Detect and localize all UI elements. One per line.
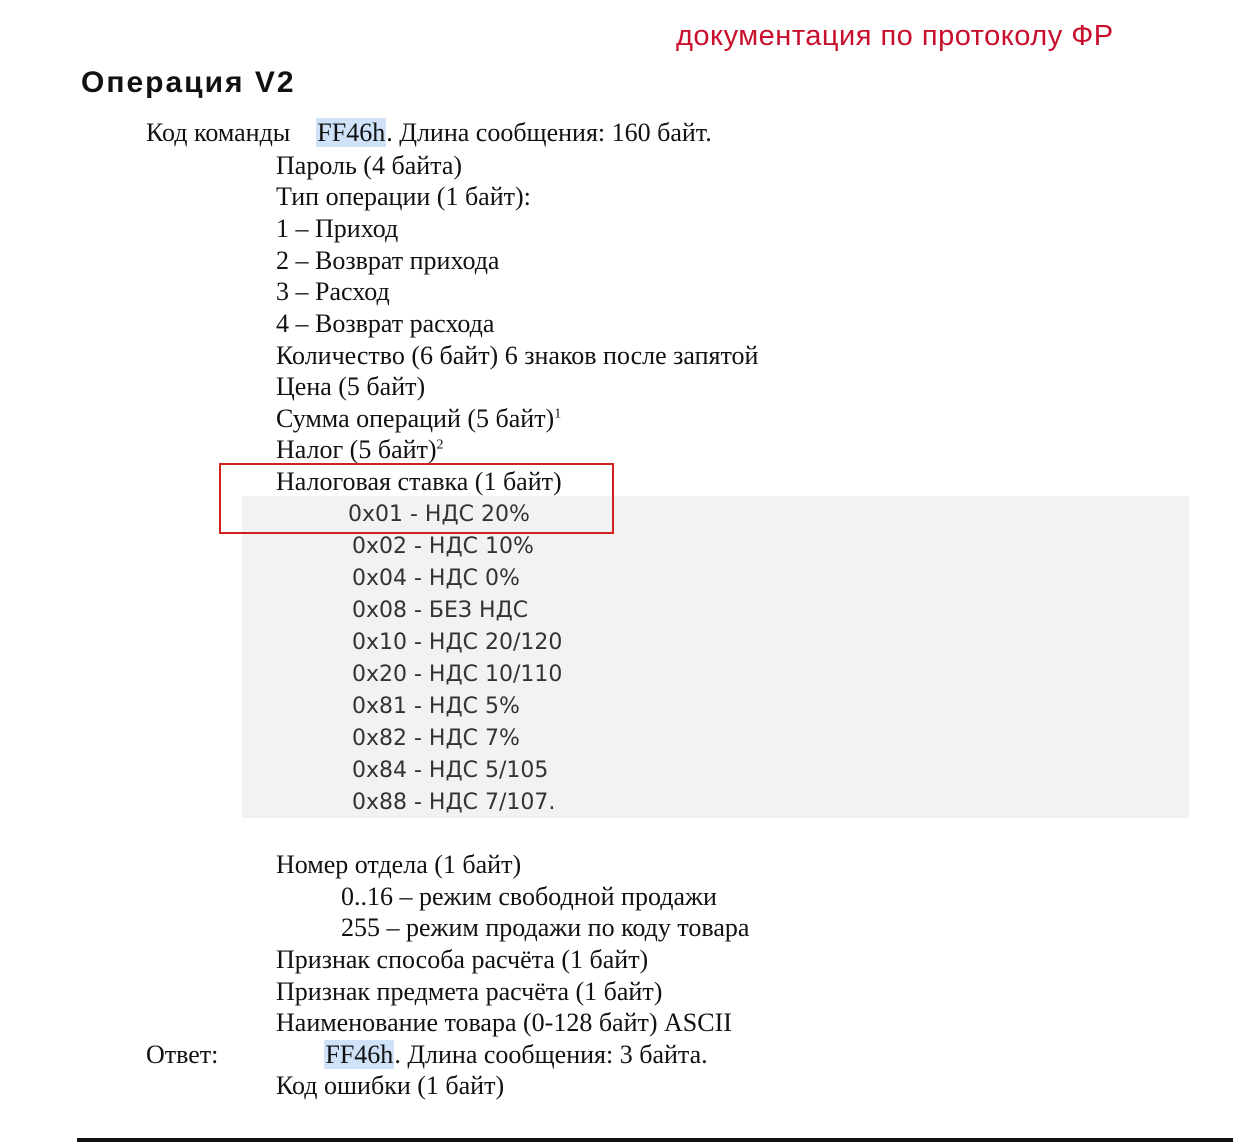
footnote-1: 1: [554, 406, 562, 422]
param-sum-label: Сумма операций (5 байт): [276, 404, 555, 433]
tax-rate-item: 0x04 - НДС 0%: [352, 566, 520, 591]
documentation-link[interactable]: документация по протоколу ФР: [676, 20, 1114, 52]
footnote-2: 2: [436, 437, 444, 453]
param-sum: [276, 404, 561, 434]
op-type-4: 4 – Возврат расхода: [276, 309, 495, 338]
param-tax-rate: Налоговая ставка (1 байт): [276, 467, 562, 496]
section-title: Операция V2: [81, 66, 296, 99]
response-error-code: Код ошибки (1 байт): [276, 1071, 505, 1100]
tax-rate-item: 0x01 - НДС 20%: [348, 502, 530, 527]
param-op-type: Тип операции (1 байт):: [276, 182, 531, 211]
param-password: Пароль (4 байта): [276, 151, 463, 180]
param-item-name: Наименование товара (0-128 байт) ASCII: [276, 1008, 732, 1037]
tax-rate-item: 0x20 - НДС 10/110: [352, 662, 563, 687]
command-label: Код команды: [146, 118, 291, 147]
param-tax-label: Налог (5 байт): [276, 435, 437, 464]
tax-rate-item: 0x82 - НДС 7%: [352, 726, 520, 751]
command-length: . Длина сообщения: 160 байт.: [386, 118, 712, 147]
response-length: . Длина сообщения: 3 байта.: [394, 1040, 708, 1069]
tax-rate-item: 0x08 - БЕЗ НДС: [352, 598, 529, 623]
highlight-annotation-box: [219, 463, 614, 534]
param-dept: Номер отдела (1 байт): [276, 850, 522, 879]
op-type-2: 2 – Возврат прихода: [276, 246, 500, 275]
param-calc-subject: Признак предмета расчёта (1 байт): [276, 977, 663, 1006]
response-code: FF46h: [325, 1040, 394, 1069]
op-type-1: 1 – Приход: [276, 214, 399, 243]
param-tax: [276, 435, 444, 465]
dept-code-mode: 255 – режим продажи по коду товара: [341, 913, 750, 942]
op-type-3: 3 – Расход: [276, 277, 390, 306]
dept-free-mode: 0..16 – режим свободной продажи: [341, 882, 717, 911]
param-quantity: Количество (6 байт) 6 знаков после запятой: [276, 341, 759, 370]
command-code: FF46h: [317, 118, 386, 147]
tax-rate-item: 0x88 - НДС 7/107.: [352, 790, 556, 815]
param-calc-method: Признак способа расчёта (1 байт): [276, 945, 649, 974]
tax-rate-item: 0x02 - НДС 10%: [352, 534, 534, 559]
response-label: Ответ:: [146, 1040, 219, 1069]
response-line: [146, 1040, 708, 1070]
tax-rate-item: 0x10 - НДС 20/120: [352, 630, 563, 655]
tax-rate-item: 0x81 - НДС 5%: [352, 694, 520, 719]
param-price: Цена (5 байт): [276, 372, 426, 401]
tax-rate-item: 0x84 - НДС 5/105: [352, 758, 549, 783]
bottom-divider: [77, 1138, 1233, 1142]
command-line: [146, 118, 712, 148]
